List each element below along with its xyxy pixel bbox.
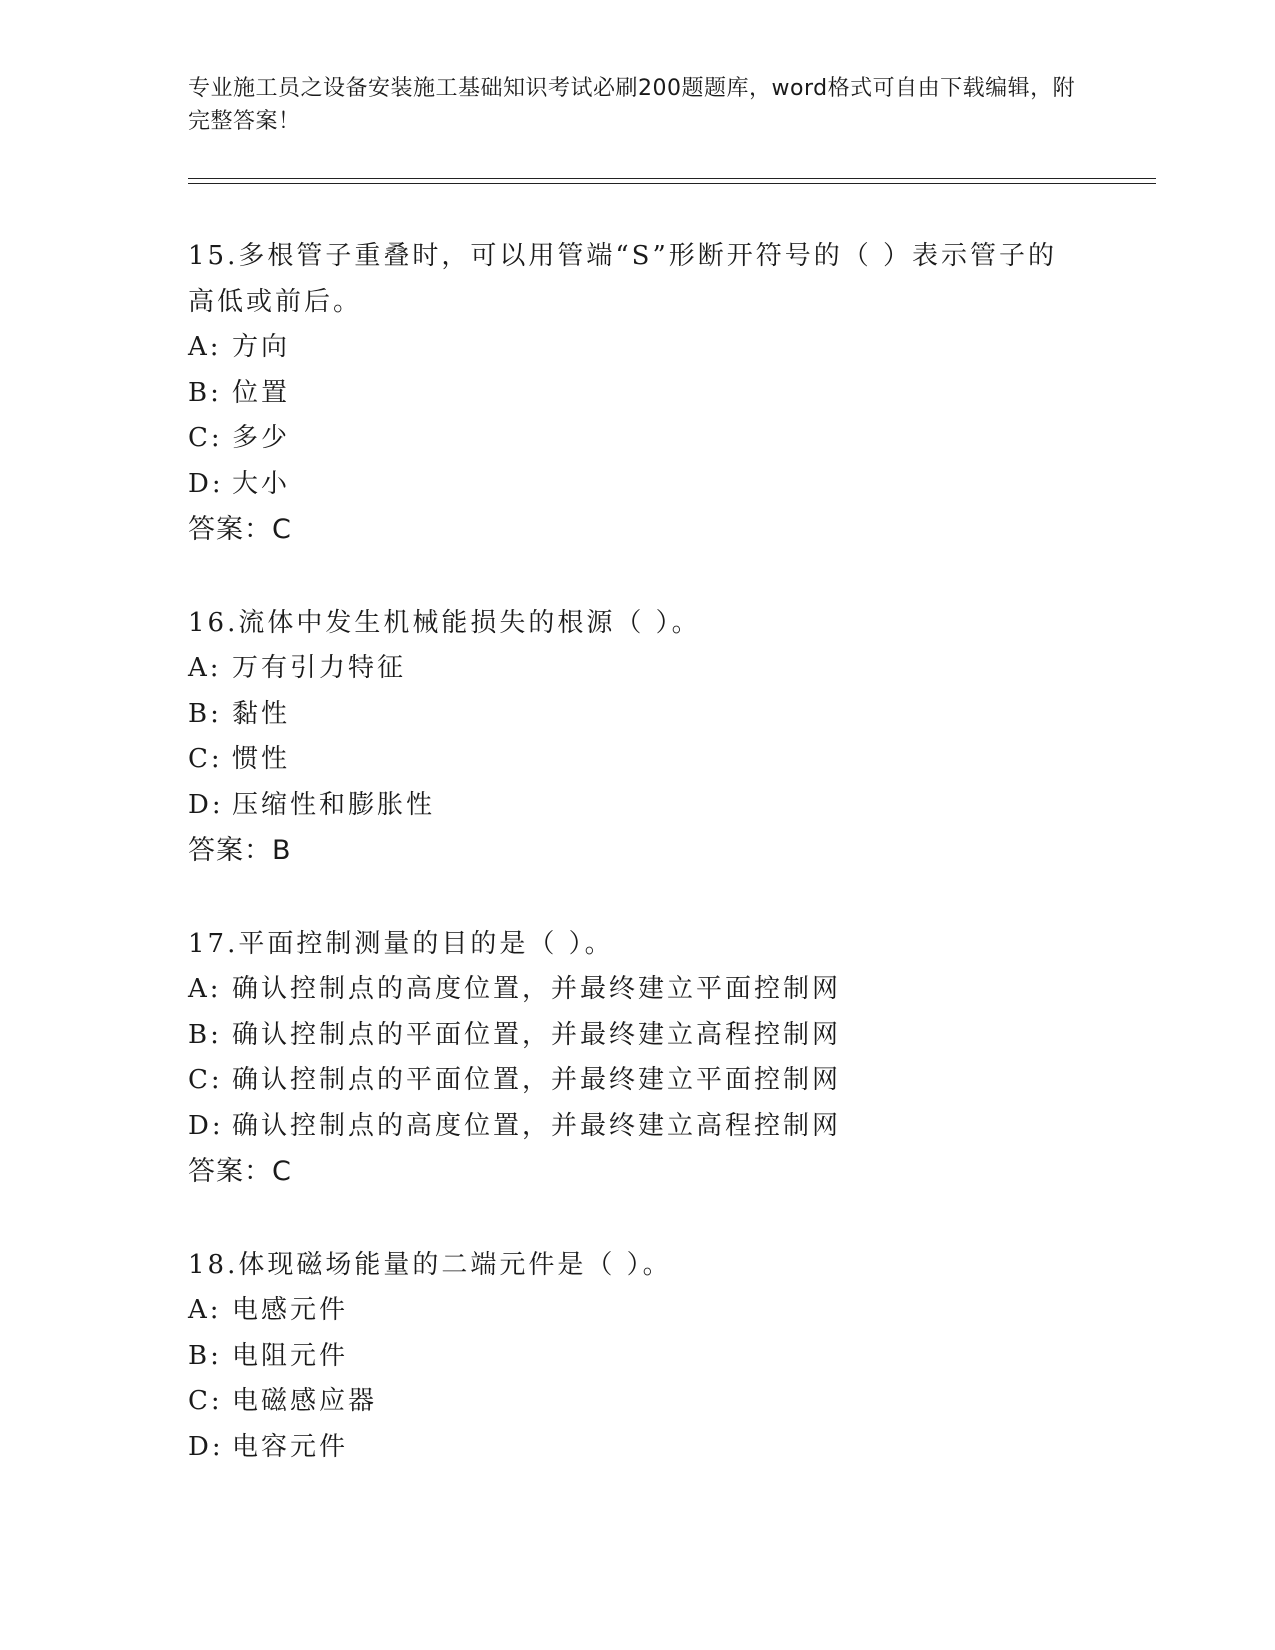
option-text: 惯性 (232, 744, 291, 774)
option-text: 黏性 (232, 698, 291, 729)
option-c (188, 1058, 1108, 1104)
option-text: 确认控制点的高度位置，并最终建立高程控制网 (232, 1110, 842, 1141)
option-key: A: (188, 974, 222, 1004)
header-divider-top (188, 178, 1156, 179)
option-key: B: (188, 377, 222, 408)
option-text: 大小 (232, 468, 291, 499)
option-key: C: (188, 744, 223, 774)
option-d (188, 1425, 1108, 1471)
question-stem: 17.平面控制测量的目的是（ ）。 (188, 928, 614, 959)
option-key: A: (188, 332, 222, 362)
option-key: D: (188, 1110, 224, 1141)
question-18 (188, 1243, 1108, 1471)
option-b (188, 371, 1108, 417)
option-text: 压缩性和膨胀性 (232, 789, 436, 820)
option-text: 电容元件 (232, 1431, 349, 1462)
option-a (188, 1288, 1108, 1334)
option-b (188, 1013, 1108, 1059)
option-text: 电阻元件 (232, 1340, 349, 1371)
option-key: D: (188, 789, 224, 820)
question-stem: 15.多根管子重叠时，可以用管端“S”形断开符号的（ ）表示管子的高低或前后。 (188, 241, 1058, 317)
question-list (188, 234, 1108, 1518)
option-key: A: (188, 653, 222, 683)
question-15 (188, 234, 1108, 553)
option-key: D: (188, 468, 224, 499)
option-d (188, 1104, 1108, 1150)
option-text: 万有引力特征 (232, 653, 407, 683)
answer-line: 答案：B (188, 835, 292, 866)
question-16 (188, 601, 1108, 874)
option-key: B: (188, 1340, 222, 1371)
option-c (188, 416, 1108, 462)
answer-line: 答案：C (188, 514, 292, 545)
answer-line: 答案：C (188, 1156, 292, 1187)
document-header: 专业施工员之设备安装施工基础知识考试必刷200题题库，word格式可自由下载编辑，附完整答案！ (188, 76, 1076, 134)
question-17 (188, 922, 1108, 1195)
option-a (188, 325, 1108, 371)
option-text: 确认控制点的平面位置，并最终建立平面控制网 (232, 1065, 842, 1095)
option-a (188, 967, 1108, 1013)
question-stem: 16.流体中发生机械能损失的根源（ ）。 (188, 607, 701, 638)
option-text: 电感元件 (232, 1295, 349, 1325)
option-c (188, 1379, 1108, 1425)
option-key: A: (188, 1295, 222, 1325)
option-text: 多少 (232, 423, 291, 453)
option-text: 位置 (232, 377, 291, 408)
option-c (188, 737, 1108, 783)
option-key: D: (188, 1431, 224, 1462)
option-d (188, 462, 1108, 508)
option-key: C: (188, 1386, 223, 1416)
option-b (188, 1334, 1108, 1380)
option-text: 方向 (232, 332, 291, 362)
option-key: C: (188, 423, 223, 453)
option-text: 电磁感应器 (232, 1386, 378, 1416)
question-stem: 18.体现磁场能量的二端元件是（ ）。 (188, 1249, 672, 1280)
option-text: 确认控制点的平面位置，并最终建立高程控制网 (232, 1019, 842, 1050)
option-key: B: (188, 698, 222, 729)
option-b (188, 692, 1108, 738)
option-text: 确认控制点的高度位置，并最终建立平面控制网 (232, 974, 842, 1004)
option-key: B: (188, 1019, 222, 1050)
header-divider-bottom (188, 183, 1156, 184)
option-a (188, 646, 1108, 692)
option-d (188, 783, 1108, 829)
option-key: C: (188, 1065, 223, 1095)
